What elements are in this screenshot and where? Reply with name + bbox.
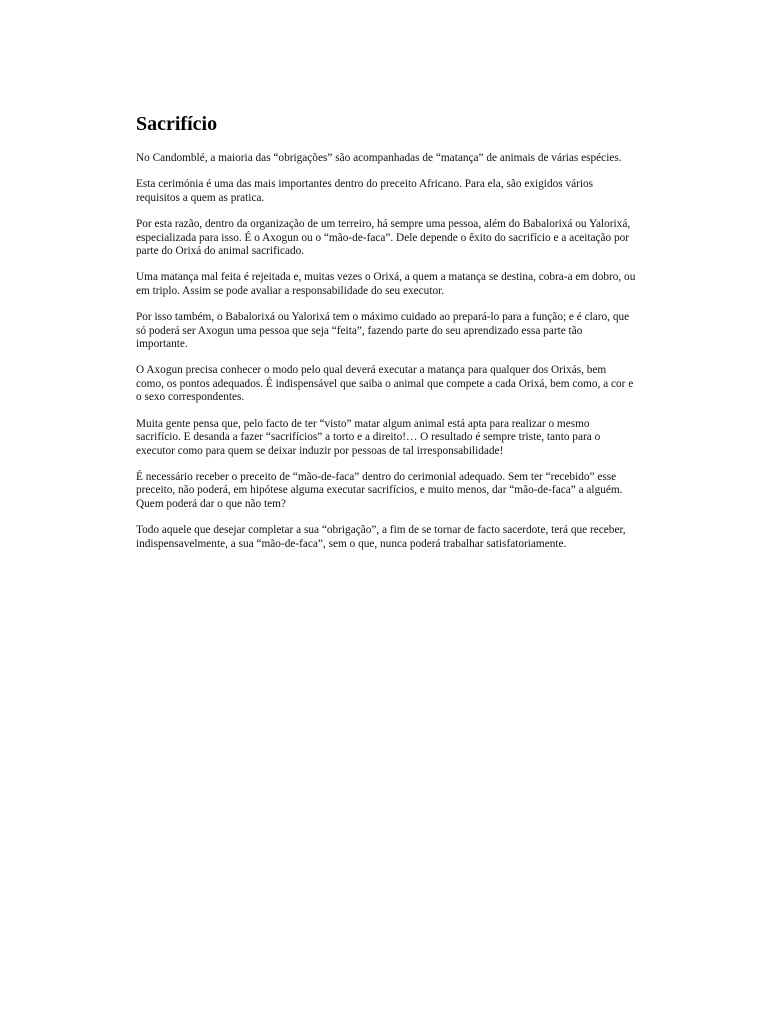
paragraph-1: No Candomblé, a maioria das “obrigações” são acompanhadas de “matança” de animais de várias espécies. — [136, 152, 622, 164]
paragraph-4: Uma matança mal feita é rejeitada e, muitas vezes o Orixá, a quem a matança se destina, cobra-a em dobro, ou em triplo. Assim se pode avaliar a responsabilidade do seu executor. — [136, 271, 636, 297]
paragraph-8: É necessário receber o preceito de “mão-de-faca” dentro do cerimonial adequado. Sem ter “recebido” esse preceito, não poderá, em hipótese alguma executar sacrifícios, e muito menos, dar “mão-de-faca” a alguém. Quem poderá dar o que não tem? — [136, 470, 623, 510]
paragraph-2: Esta cerimónia é uma das mais importantes dentro do preceito Africano. Para ela, são exigidos vários requisitos a quem as pratica. — [136, 178, 594, 204]
paragraph-7: Muita gente pensa que, pelo facto de ter “visto” matar algum animal está apta para realizar o mesmo sacrifício. E desanda a fazer “sacrifícios” a torto e a direito!… O resultado é sempre triste, tanto para o executor como para quem se deixar induzir por pessoas de tal irresponsabilidade! — [136, 417, 601, 457]
paragraph-3: Por esta razão, dentro da organização de um terreiro, há sempre uma pessoa, além do Babalorixá ou Yalorixá, especializada para isso. É o Axogun ou o “mão-de-faca”. Dele depende o êxito do sacrifício e a aceitação por parte do Orixá do animal sacrificado. — [136, 218, 631, 258]
paragraph-5: Por isso também, o Babalorixá ou Yalorixá tem o máximo cuidado ao prepará-lo para a função; e é claro, que só poderá ser Axogun uma pessoa que seja “feita”, fazendo parte do seu aprendizado essa parte tão importante. — [136, 311, 630, 351]
paragraph-9: Todo aquele que desejar completar a sua “obrigação”, a fim de se tornar de facto sacerdote, terá que receber, indispensavelmente, a sua “mão-de-faca”, sem o que, nunca poderá trabalhar satisfatoriamente. — [136, 524, 626, 550]
page-title: Sacrifício — [136, 113, 218, 135]
paragraph-6: O Axogun precisa conhecer o modo pelo qual deverá executar a matança para qualquer dos Orixás, bem como, os pontos adequados. É indispensável que saiba o animal que compete a cada Orixá, bem como, a cor e o sexo correspondentes. — [136, 364, 634, 404]
document-page — [136, 112, 636, 564]
